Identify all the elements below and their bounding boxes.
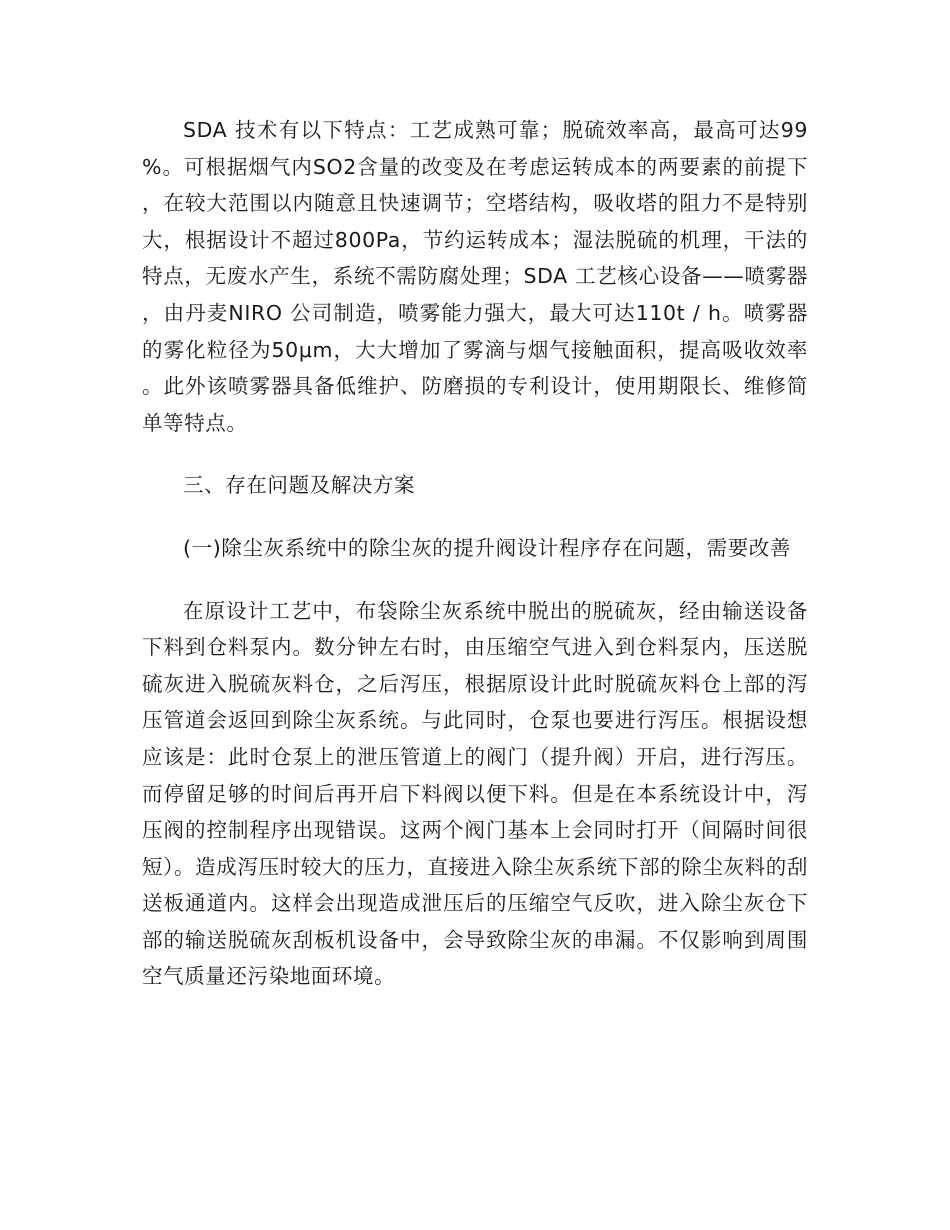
document-body — [142, 112, 808, 995]
subsection-heading-dust-valve: (一)除尘灰系统中的除尘灰的提升阀设计程序存在问题，需要改善 — [183, 535, 791, 560]
paragraph-original-design: 在原设计工艺中，布袋除尘灰系统中脱出的脱硫灰，经由输送设备下料到仓料泵内。数分钟左右时，由压缩空气进入到仓料泵内，压送脱硫灰进入脱硫灰料仓，之后泻压，根据原设计此时脱硫灰料仓上部的泻压管道会返回到除尘灰系统。与此同时，仓泵也要进行泻压。根据设想应该是：此时仓泵上的泄压管道上的阀门（提升阀）开启，进行泻压。而停留足够的时间后再开启下料阀以便下料。但是在本系统设计中，泻压阀的控制程序出现错误。这两个阀门基本上会同时打开（间隔时间很短）。造成泻压时较大的压力，直接进入除尘灰系统下部的除尘灰料的刮送板通道内。这样会出现造成泄压后的压缩空气反吹，进入除尘灰仓下部的输送脱硫灰刮板机设备中，会导致除尘灰的串漏。不仅影响到周围空气质量还污染地面环境。 — [142, 598, 808, 989]
section-heading-problems-solutions: 三、存在问题及解决方案 — [183, 473, 416, 498]
paragraph-sda-features: SDA 技术有以下特点：工艺成熟可靠；脱硫效率高，最高可达99%。可根据烟气内SO2含量的改变及在考虑运转成本的两要素的前提下，在较大范围以内随意且快速调节；空塔结构，吸收塔的阻力不是特别大，根据设计不超过800Pa，节约运转成本；湿法脱硫的机理，干法的特点，无废水产生，系统不需防腐处理；SDA 工艺核心设备——喷雾器，由丹麦NIRO 公司制造，喷雾能力强大，最大可达110t / h。喷雾器的雾化粒径为50μm，大大增加了雾滴与烟气接触面积，提高吸收效率。此外该喷雾器具备低维护、防磨损的专利设计，使用期限长、维修简单等特点。 — [142, 118, 808, 435]
